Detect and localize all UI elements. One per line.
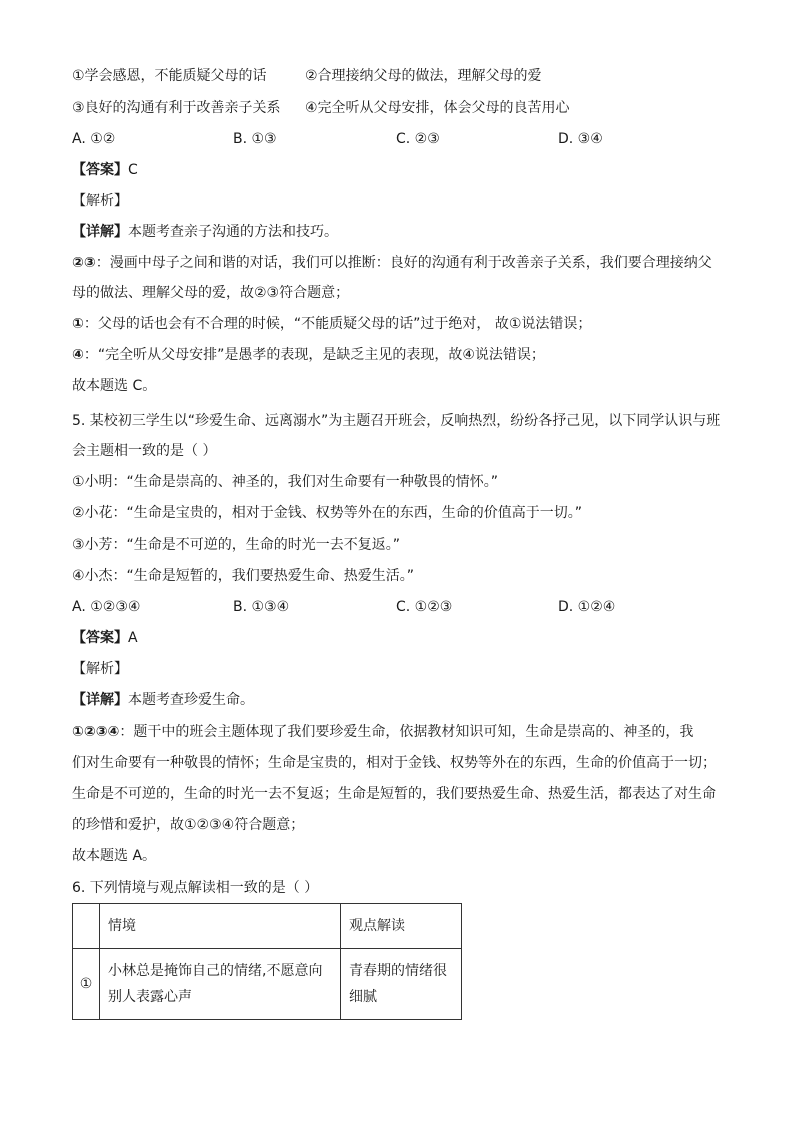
- q5-detail: [72, 690, 254, 710]
- q4-option-c: C. ②③: [396, 131, 440, 147]
- answer-value: A: [128, 630, 138, 646]
- explain-text: ：父母的话也会有不合理的时候，“不能质疑父母的话”过于绝对， 故①说法错误；: [83, 316, 592, 332]
- q5-stem-line2: 会主题相一致的是（ ）: [72, 443, 217, 459]
- q5-stem-line1: 5. 某校初三学生以“珍爱生命、远离溺水”为主题召开班会，反响热烈，纷纷各抒己见，以下同学认识与班: [72, 413, 721, 429]
- q4-analysis-tag: 【解析】: [72, 193, 128, 209]
- q4-statement-4: ④完全听从父母安排，体会父母的良苦用心: [305, 100, 570, 116]
- q5-explain-line2: 们对生命要有一种敬畏的情怀；生命是宝贵的，相对于金钱、权势等外在的东西，生命的价值高于一切；: [72, 755, 716, 771]
- explain-text: ：题干中的班会主题体现了我们要珍爱生命，依据教材知识可知，生命是崇高的、神圣的，我: [119, 724, 694, 740]
- q5-option-c: C. ①②③: [396, 599, 453, 615]
- q5-statement-3: ③小芳：“生命是不可逆的，生命的时光一去不复返。”: [72, 537, 401, 553]
- q5-option-d: D. ①②④: [558, 599, 616, 615]
- detail-intro: 本题考查亲子沟通的方法和技巧。: [128, 224, 338, 240]
- explain-lead: ②③: [72, 255, 96, 271]
- q6-stem: 6. 下列情境与观点解读相一致的是（ ）: [72, 880, 319, 896]
- row-scene: [100, 949, 341, 1020]
- q5-option-b: B. ①③④: [233, 599, 290, 615]
- q5-analysis-tag: 【解析】: [72, 661, 128, 677]
- q4-option-b: B. ①③: [233, 131, 277, 147]
- row-view: [341, 949, 462, 1020]
- q4-conclusion: 故本题选 C。: [72, 378, 157, 394]
- q4-statement-2: ②合理接纳父母的做法，理解父母的爱: [305, 68, 542, 84]
- view-line: 青春期的情绪很: [349, 963, 447, 979]
- explain-lead: ①②③④: [72, 724, 120, 740]
- q4-statement-3: ③良好的沟通有利于改善亲子关系: [72, 100, 281, 116]
- answer-tag: 【答案】: [72, 630, 128, 646]
- answer-value: C: [128, 162, 138, 178]
- q4-answer: [72, 160, 138, 180]
- q5-conclusion: 故本题选 A。: [72, 848, 157, 864]
- q5-statement-1: ①小明：“生命是崇高的、神圣的，我们对生命要有一种敬畏的情怀。”: [72, 474, 499, 490]
- detail-tag: 【详解】: [72, 692, 128, 708]
- row-num: ①: [73, 949, 100, 1020]
- q5-explain-line3: 生命是不可逆的，生命的时光一去不复返；生命是短暂的，我们要热爱生命、热爱生活，都表达了对生命: [72, 786, 716, 802]
- header-scene: 情境: [100, 904, 341, 949]
- q4-explain-1-line1: [72, 253, 712, 273]
- scene-line: 小林总是掩饰自己的情绪,不愿意向: [108, 963, 323, 979]
- explain-lead: ④: [72, 347, 84, 363]
- q5-answer: [72, 628, 138, 648]
- header-num: [73, 904, 100, 949]
- answer-tag: 【答案】: [72, 162, 128, 178]
- table-row: [73, 949, 462, 1020]
- q4-explain-2: [72, 314, 591, 334]
- q4-option-a: A. ①②: [72, 131, 116, 147]
- q5-explain-line1: [72, 722, 693, 742]
- view-line: 细腻: [349, 989, 377, 1005]
- explain-lead: ①: [72, 316, 84, 332]
- q4-detail: [72, 222, 338, 242]
- q4-option-d: D. ③④: [558, 131, 603, 147]
- q5-explain-line4: 的珍惜和爱护，故①②③④符合题意；: [72, 817, 305, 833]
- detail-intro: 本题考查珍爱生命。: [128, 692, 254, 708]
- table-header-row: [73, 904, 462, 949]
- detail-tag: 【详解】: [72, 224, 128, 240]
- q6-table: [72, 903, 462, 1020]
- q5-statement-4: ④小杰：“生命是短暂的，我们要热爱生命、热爱生活。”: [72, 568, 415, 584]
- q4-statement-1: ①学会感恩，不能质疑父母的话: [72, 68, 267, 84]
- explain-text: ：漫画中母子之间和谐的对话，我们可以推断：良好的沟通有利于改善亲子关系，我们要合理接纳父: [95, 255, 712, 271]
- explain-text: ：“完全听从父母安排”是愚孝的表现，是缺乏主见的表现，故④说法错误；: [83, 347, 545, 363]
- q4-explain-3: [72, 345, 545, 365]
- q5-option-a: A. ①②③④: [72, 599, 141, 615]
- header-view: 观点解读: [341, 904, 462, 949]
- q5-statement-2: ②小花：“生命是宝贵的，相对于金钱、权势等外在的东西，生命的价值高于一切。”: [72, 505, 583, 521]
- scene-line: 别人表露心声: [108, 989, 192, 1005]
- q4-explain-1-line2: 母的做法、理解父母的爱，故②③符合题意；: [72, 285, 350, 301]
